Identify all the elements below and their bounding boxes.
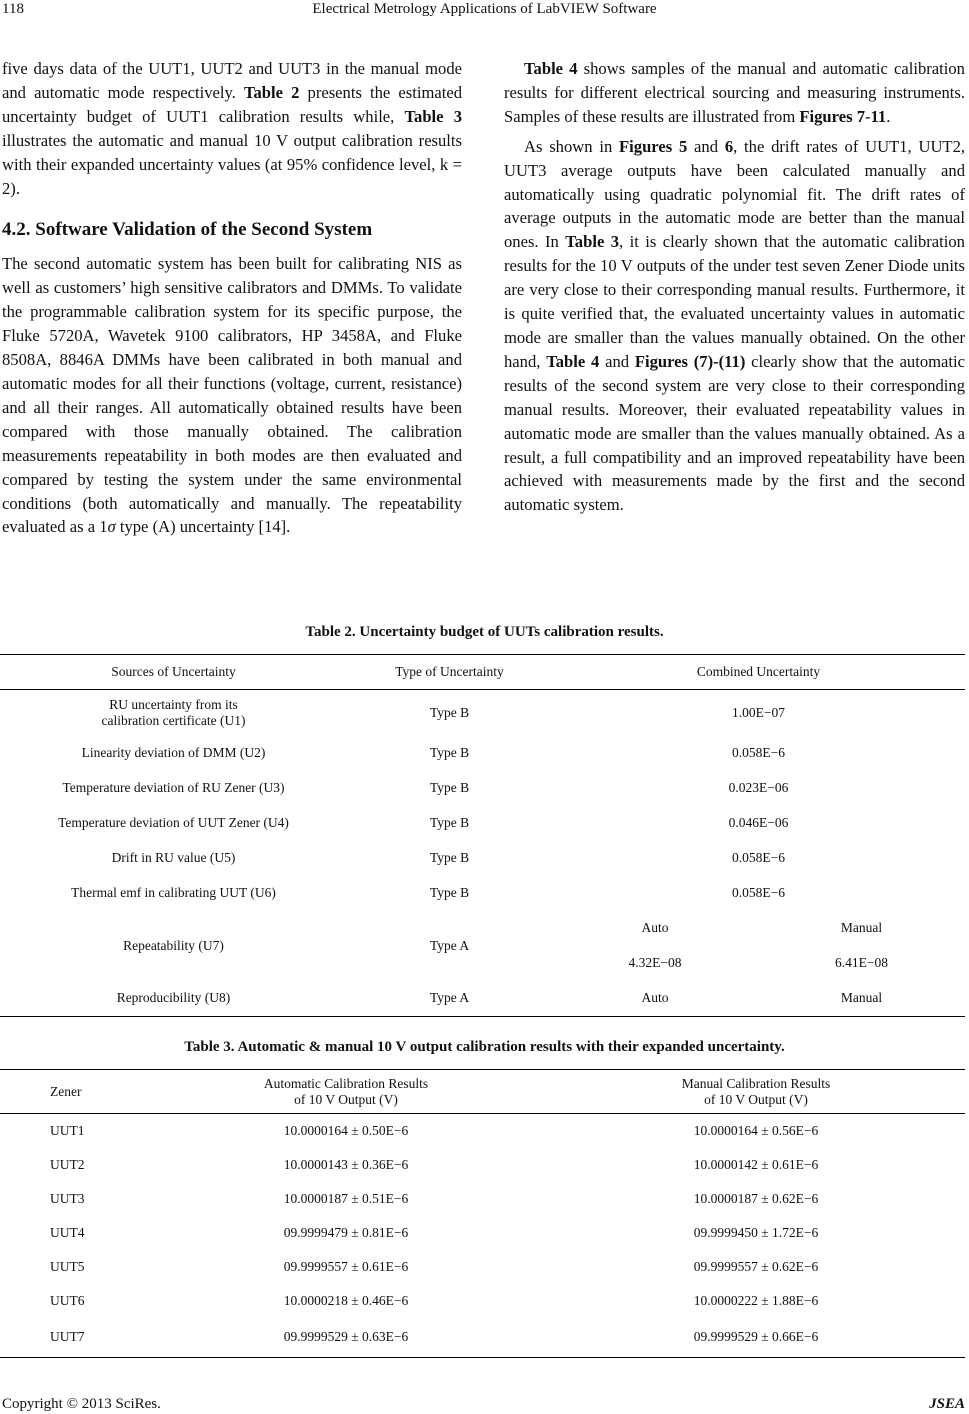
table-row [0, 736, 965, 771]
table-row [0, 981, 965, 1017]
combined-cell: 1.00E−07 [732, 704, 785, 720]
manual-cell: 10.0000142 ± 0.61E−6 [693, 1156, 819, 1172]
column-header: Type of Uncertainty [347, 655, 552, 690]
text: and [599, 351, 635, 371]
table-row [0, 1182, 965, 1216]
column-header [145, 1070, 547, 1114]
source-cell: Temperature deviation of UUT Zener (U4) [58, 815, 289, 830]
zener-cell: UUT1 [50, 1122, 85, 1138]
figure-ref: Figures 5 [619, 136, 688, 156]
column-header: Sources of Uncertainty [0, 655, 347, 690]
table-row [0, 1318, 965, 1358]
source-cell: Temperature deviation of RU Zener (U3) [62, 780, 285, 795]
text: illustrates the automatic and manual 10 V output calibration results with their expanded uncertainty values (at 95% confidence level, k = 2). [2, 130, 462, 198]
source-cell: Thermal emf in calibrating UUT (U6) [71, 885, 276, 900]
table-row [0, 911, 965, 946]
table-row [0, 1284, 965, 1318]
page-header [0, 0, 969, 24]
manual-value-cell: 6.41E−08 [835, 955, 888, 970]
zener-cell: UUT3 [50, 1190, 85, 1206]
auto-cell: 09.9999479 ± 0.81E−6 [283, 1224, 409, 1240]
table-row [0, 806, 965, 841]
zener-cell: UUT2 [50, 1156, 85, 1172]
zener-cell: UUT7 [0, 1318, 145, 1358]
type-cell: Type B [429, 780, 470, 795]
table-header-row [0, 1070, 965, 1114]
page-footer [2, 1396, 965, 1413]
manual-cell: 09.9999529 ± 0.66E−6 [547, 1318, 965, 1358]
auto-cell: 09.9999529 ± 0.63E−6 [145, 1318, 547, 1358]
paragraph [2, 57, 462, 200]
table-row [0, 1216, 965, 1250]
journal-abbreviation: JSEA [929, 1396, 965, 1412]
text: type (A) uncertainty [14]. [115, 517, 291, 537]
text: of 10 V Output (V) [294, 1091, 398, 1107]
zener-cell: UUT6 [50, 1292, 85, 1308]
text: The second automatic system has been built for calibrating NIS as well as customers’ high sensitive calibrators and DMMs. To validate the programmable calibration system for its specific purpose, the Fluke 5720A, Wavetek 9100 calibrators, HP 3458A, and Fluke 8508A, 8846A DMMs have been calibrated in both manual and automatic modes for all their functions (voltage, current, resistance) and all their ranges. All automatically obtained results have been compared with those manually obtained. The calibration measurements repeatability in both modes are then evaluated and compared by testing the system under the same environmental conditions (both automatically and manually. The repeatability evaluated as a 1 [2, 254, 462, 537]
type-cell: Type B [429, 885, 470, 900]
auto-value-cell: 4.32E−08 [628, 955, 682, 970]
source-cell: Repeatability (U7) [123, 937, 224, 953]
text: - [865, 106, 871, 126]
text: shows samples of the manual and automatic calibration results for different electrical sourcing and measuring instruments. Samples of these results are illustrated from [504, 59, 965, 126]
sigma-symbol: σ [107, 517, 116, 537]
text: and [687, 136, 725, 156]
text: five days data of the UUT1, UUT2 and UUT3 in the manual mode and automatic mode respectively. [2, 59, 462, 102]
table2-caption: Table 2. Uncertainty budget of UUTs calibration results. [305, 624, 664, 640]
table-row [0, 841, 965, 876]
text: clearly show that the automatic results of the second system are very close to their corresponding manual results. Moreover, their evaluated repeatability values in automatic mode are smaller than the values manually obtained. As a result, a full compatibility and an improved repeatability have been achieved with measurements made by the first and the second automatic system. [504, 351, 965, 515]
table-ref: Table 3 [404, 106, 462, 126]
text: Automatic Calibration Results [263, 1075, 429, 1091]
column-header: Combined Uncertainty [552, 655, 965, 690]
table-row [0, 876, 965, 911]
table-row [0, 1114, 965, 1148]
combined-cell: 0.058E−6 [732, 885, 785, 900]
text: As shown in [524, 136, 620, 156]
text: of 10 V Output (V) [704, 1091, 808, 1107]
table-ref: Table 2 [243, 82, 300, 102]
copyright-notice: Copyright © 2013 SciRes. [2, 1396, 161, 1412]
running-title: Electrical Metrology Applications of LabVIEW Software [312, 1, 657, 17]
table-row [0, 771, 965, 806]
table-row [0, 690, 965, 736]
manual-cell: 09.9999450 ± 1.72E−6 [693, 1224, 819, 1240]
manual-label-cell: Manual [840, 920, 883, 935]
text: RU uncertainty from its [109, 696, 238, 712]
auto-cell: 10.0000164 ± 0.50E−6 [283, 1122, 409, 1138]
figure-ref: 6 [724, 136, 734, 156]
manual-cell: 09.9999557 ± 0.62E−6 [693, 1258, 819, 1274]
table-ref: Table 4 [546, 351, 600, 371]
table2-uncertainty-budget [0, 654, 965, 1017]
left-column [2, 57, 462, 539]
table-ref: Table 4 [524, 59, 578, 78]
section-heading: 4.2. Software Validation of the Second System [2, 219, 373, 241]
source-cell [0, 690, 347, 736]
combined-cell: 0.023E−06 [728, 780, 789, 795]
text: calibration certificate (U1) [101, 712, 246, 728]
combined-cell: 0.046E−06 [728, 815, 789, 830]
paragraph [504, 135, 965, 518]
zener-cell: UUT5 [50, 1258, 85, 1274]
type-cell: Type B [429, 850, 470, 865]
column-header: Zener [0, 1070, 145, 1114]
figure-ref: Figures (7)-(11) [634, 351, 746, 371]
source-cell: Drift in RU value (U5) [111, 850, 236, 865]
auto-label-cell: Auto [641, 920, 669, 935]
combined-cell: 0.058E−6 [732, 850, 785, 865]
text: presents the estimated uncertainty budget of UUT1 calibration results while, [2, 82, 462, 126]
page-number: 118 [2, 1, 24, 17]
manual-cell: 10.0000164 ± 0.56E−6 [693, 1122, 819, 1138]
auto-cell: 10.0000143 ± 0.36E−6 [283, 1156, 409, 1172]
table-header-row [0, 655, 965, 690]
auto-cell: 10.0000187 ± 0.51E−6 [283, 1190, 409, 1206]
table-row [0, 1148, 965, 1182]
zener-cell: UUT4 [50, 1224, 85, 1240]
table-row [0, 1250, 965, 1284]
paragraph [2, 252, 462, 539]
type-cell: Type B [429, 704, 470, 720]
manual-cell: 10.0000187 ± 0.62E−6 [693, 1190, 819, 1206]
figure-ref: Figures 7 [799, 106, 865, 126]
manual-cell: 10.0000222 ± 1.88E−6 [693, 1292, 819, 1308]
auto-label-cell: Auto [552, 981, 758, 1017]
text: , the drift rates of UUT1, UUT2, UUT3 average outputs have been calculated manually and automatically using quadratic polynomial fit. The drift rates of average outputs in the automatic mode are better than the manual ones. In [504, 136, 966, 252]
type-cell: Type B [429, 815, 470, 830]
auto-cell: 09.9999557 ± 0.61E−6 [283, 1258, 409, 1274]
table-ref: Table 3 [565, 232, 620, 252]
table3-caption: Table 3. Automatic & manual 10 V output calibration results with their expanded uncertainty. [184, 1039, 785, 1055]
type-cell: Type A [347, 981, 552, 1017]
text: . [886, 106, 891, 126]
source-cell: Linearity deviation of DMM (U2) [81, 745, 266, 760]
type-cell: Type A [429, 937, 470, 953]
paragraph [504, 57, 965, 129]
column-header [547, 1070, 965, 1114]
combined-cell: 0.058E−6 [732, 745, 785, 760]
figure-ref: 11 [870, 106, 887, 126]
text: Manual Calibration Results [681, 1075, 831, 1091]
manual-label-cell: Manual [758, 981, 965, 1017]
right-column [504, 57, 965, 517]
text: , it is clearly shown that the automatic calibration results for the 10 V outputs of the under test seven Zener Diode units are very close to their corresponding manual results. Furthermore, it is quite verified that, the evaluated uncertainty values in automatic mode are smaller than the values manually obtained. On the other hand, [504, 232, 965, 371]
table3-calibration-results [0, 1069, 965, 1358]
type-cell: Type B [429, 745, 470, 760]
auto-cell: 10.0000218 ± 0.46E−6 [283, 1292, 409, 1308]
source-cell: Reproducibility (U8) [0, 981, 347, 1017]
